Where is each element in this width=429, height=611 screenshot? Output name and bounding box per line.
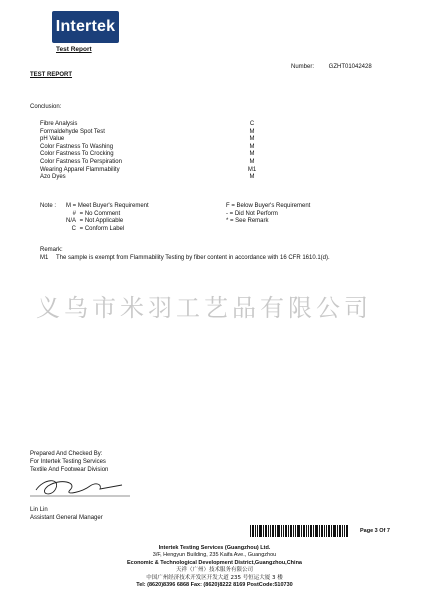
footer-address-block (0, 545, 429, 589)
footer-address-line: Economic & Technological Development District,Guangzhou,China (126, 559, 302, 566)
test-name: Wearing Apparel Flammability (40, 166, 120, 173)
prepared-by-block (30, 450, 108, 474)
note-row: * = See Remark (226, 218, 269, 225)
test-row (40, 151, 260, 159)
note-key: # (72, 210, 76, 217)
test-row (40, 174, 260, 182)
notes-legend-right (226, 203, 310, 226)
test-row (40, 159, 260, 167)
footer-address-line: 3/F, Hengyun Building, 235 Kaifa Ave., Guangzhou (152, 552, 277, 559)
test-name: Formaldehyde Spot Test (40, 128, 105, 135)
barcode-image (250, 525, 348, 537)
note-row: - = Did Not Perform (226, 210, 278, 217)
test-row (40, 136, 260, 144)
note-key: M (66, 203, 71, 209)
test-name: Color Fastness To Washing (40, 143, 114, 150)
watermark-text: 义乌市米羽工艺品有限公司 (36, 294, 372, 322)
report-heading: TEST REPORT (30, 72, 73, 78)
test-result: M (249, 174, 255, 181)
note-text: = Not Applicable (79, 218, 124, 225)
test-result: M (249, 136, 255, 143)
test-name: Color Fastness To Perspiration (40, 158, 122, 165)
footer-contact: Tel: (8620)8396 6868 Fax: (8620)8222 8169 PostCode:510730 (136, 582, 293, 589)
note-key: N/A (65, 218, 76, 225)
remark-code: M1 (40, 255, 49, 261)
report-subtitle: Test Report (56, 46, 92, 53)
signature-image (30, 472, 130, 502)
logo-text: Intertek (55, 18, 116, 35)
note-row (40, 218, 149, 226)
note-row (40, 211, 149, 219)
test-name: Azo Dyes (40, 174, 66, 181)
test-row (40, 144, 260, 152)
signatory-name: Lin Lin (30, 507, 48, 513)
notes-legend-left (40, 203, 149, 233)
test-result: M (249, 128, 255, 135)
note-row: F = Below Buyer's Requirement (226, 203, 311, 209)
test-result: M1 (247, 166, 257, 173)
remark-text: The sample is exempt from Flammability Testing by fiber content in accordance with 16 CFR 1610.1(d). (56, 255, 330, 261)
test-name: Color Fastness To Crocking (40, 151, 114, 158)
signatory-title: Assistant General Manager (30, 515, 103, 521)
page-number: Page 3 Of 7 (360, 528, 390, 534)
prepared-line: For Intertek Testing Services (30, 459, 106, 465)
test-row (40, 129, 260, 137)
test-result: M (249, 151, 255, 158)
note-row (40, 226, 149, 234)
test-row (40, 121, 260, 129)
signatory-block (30, 506, 103, 522)
prepared-line: Prepared And Checked By: (30, 451, 103, 457)
footer-cn-company: 天祥（广州）技术服务有限公司 (175, 567, 253, 574)
note-prefix: Note : (40, 203, 57, 209)
footer-company: Intertek Testing Services (Guangzhou) Ltd. (158, 545, 271, 551)
test-results-list (40, 121, 260, 182)
note-row (40, 203, 149, 211)
number-value: GZHT01042428 (328, 64, 372, 70)
note-text: = Conform Label (79, 225, 125, 232)
test-name: Fibre Analysis (40, 121, 78, 127)
note-text: = Meet Buyer's Requirement (72, 203, 149, 209)
note-key: C (71, 225, 76, 232)
report-number (291, 64, 372, 70)
number-label: Number: (291, 64, 315, 70)
test-result: M (249, 143, 255, 150)
test-name: pH Value (40, 136, 65, 143)
intertek-logo (52, 11, 119, 43)
test-result: M (249, 158, 255, 165)
footer-cn-address: 中国广州经济技术开发区开发大道 235 号恒运大厦 3 楼 (146, 574, 283, 581)
remark-title: Remark: (40, 247, 63, 253)
test-row (40, 167, 260, 175)
note-text: = No Comment (79, 210, 121, 217)
conclusion-title: Conclusion: (30, 104, 62, 110)
remark-line (40, 255, 330, 261)
test-result: C (249, 121, 255, 127)
prepared-line: Textile And Footwear Division (30, 467, 109, 473)
